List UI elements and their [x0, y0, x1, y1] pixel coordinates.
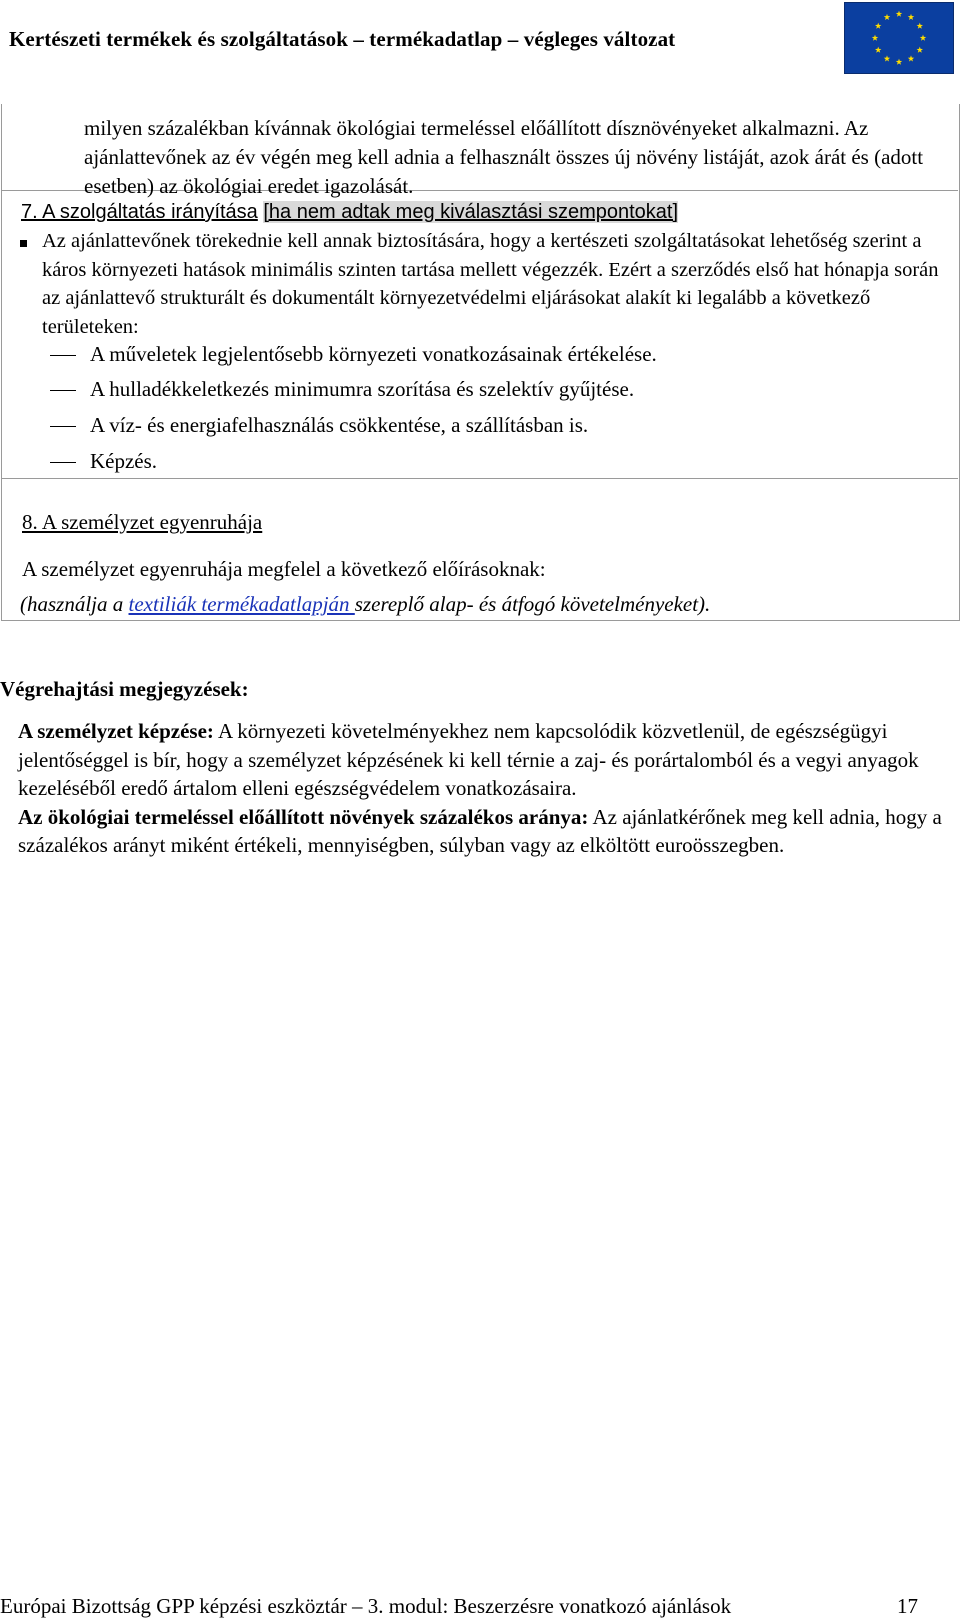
footer-text: Európai Bizottság GPP képzési eszköztár – 3. modul: Beszerzésre vonatkozó ajánlások: [0, 1594, 732, 1618]
list-item-text: A műveletek legjelentősebb környezeti vonatkozásainak értékelése.: [90, 342, 657, 366]
eu-flag-stars: [845, 3, 953, 73]
textiles-product-sheet-link[interactable]: textiliák termékadatlapján: [128, 592, 355, 616]
notes-p1-label: A személyzet képzése:: [18, 719, 214, 743]
dash-bullet-icon: [50, 462, 76, 463]
section-8-text: A személyzet egyenruhája megfelel a következő előírásoknak:: [22, 557, 546, 581]
list-item-text: A víz- és energiafelhasználás csökkentése, a szállításban is.: [90, 413, 589, 437]
eu-star-icon: [884, 14, 890, 20]
dash-bullet-icon: [50, 355, 76, 356]
dash-bullet-icon: [50, 426, 76, 427]
square-bullet-icon: [20, 240, 27, 247]
eu-star-icon: [908, 14, 914, 20]
notes-p2-label: Az ökológiai termeléssel előállított növények százalékos aránya:: [18, 804, 589, 829]
eu-star-icon: [896, 59, 902, 65]
section-8-note: [20, 590, 710, 619]
implementation-notes: [18, 717, 943, 860]
eu-star-icon: [908, 55, 914, 61]
notes-paragraph: [18, 803, 943, 860]
eu-star-icon: [920, 35, 926, 41]
list-item-text: A hulladékkeletkezés minimumra szorítása és szelektív gyűjtése.: [90, 377, 635, 401]
intro-paragraph: milyen százalékban kívánnak ökológiai termeléssel előállított dísznövényeket alkalmazni. Az ajánlattevőnek az év végén meg kell adnia a felhasznált összes új növény listáját, azok árát és (adott esetben) az ökológiai eredet igazolását.: [84, 116, 924, 198]
dash-bullet-icon: [50, 390, 76, 391]
eu-star-icon: [875, 47, 881, 53]
eu-star-icon: [872, 35, 878, 41]
section-7-condition: [ha nem adtak meg kiválasztási szempontokat]: [263, 201, 679, 223]
document-header-title: Kertészeti termékek és szolgáltatások – termékadatlap – végleges változat: [9, 27, 676, 51]
note-suffix: szereplő alap- és átfogó követelményeket).: [354, 592, 711, 616]
eu-star-icon: [917, 47, 923, 53]
section-7-title: 7. A szolgáltatás irányítása: [21, 201, 258, 223]
implementation-notes-heading: Végrehajtási megjegyzések:: [0, 677, 249, 701]
table-divider: [1, 478, 958, 479]
notes-p1-text: A környezeti követelményekhez nem kapcsolódik közvetlenül, de egészségügyi jelentőséggel is bír, hogy a személyzet képzésének ki kell térnie a zaj- és porártalomból és a vegyi anyagok kezeléséből eredő ártalom elleni egészségvédelem vonatkozásaira.: [18, 719, 919, 800]
eu-star-icon: [875, 23, 881, 29]
section-7-heading: [21, 198, 941, 227]
notes-paragraph: [18, 717, 943, 803]
eu-star-icon: [884, 55, 890, 61]
eu-star-icon: [917, 23, 923, 29]
page-footer: [0, 1594, 958, 1620]
page-number: 17: [897, 1594, 918, 1618]
section-7-bullet-text: Az ajánlattevőnek törekednie kell annak biztosítására, hogy a kertészeti szolgáltatásokat lehetőség szerint a káros környezeti hatások minimális szinten tartása mellett végezzék. Ezért a szerződés első hat hónapja során az ajánlattevő strukturált és dokumentált környezetvédelmi eljárásokat alakít ki legalább a következő területeken:: [42, 230, 939, 338]
section-8-title: 8. A személyzet egyenruhája: [22, 510, 263, 534]
eu-star-icon: [896, 11, 902, 17]
note-prefix: (használja a: [20, 592, 129, 616]
eu-flag-icon: [844, 2, 954, 74]
notes-p2-text: Az ajánlatkérőnek meg kell adnia, hogy a százalékos arányt miként értékeli, mennyiségben, súlyban vagy az elköltött euroösszegben.: [18, 804, 942, 857]
list-item-text: Képzés.: [90, 449, 158, 473]
